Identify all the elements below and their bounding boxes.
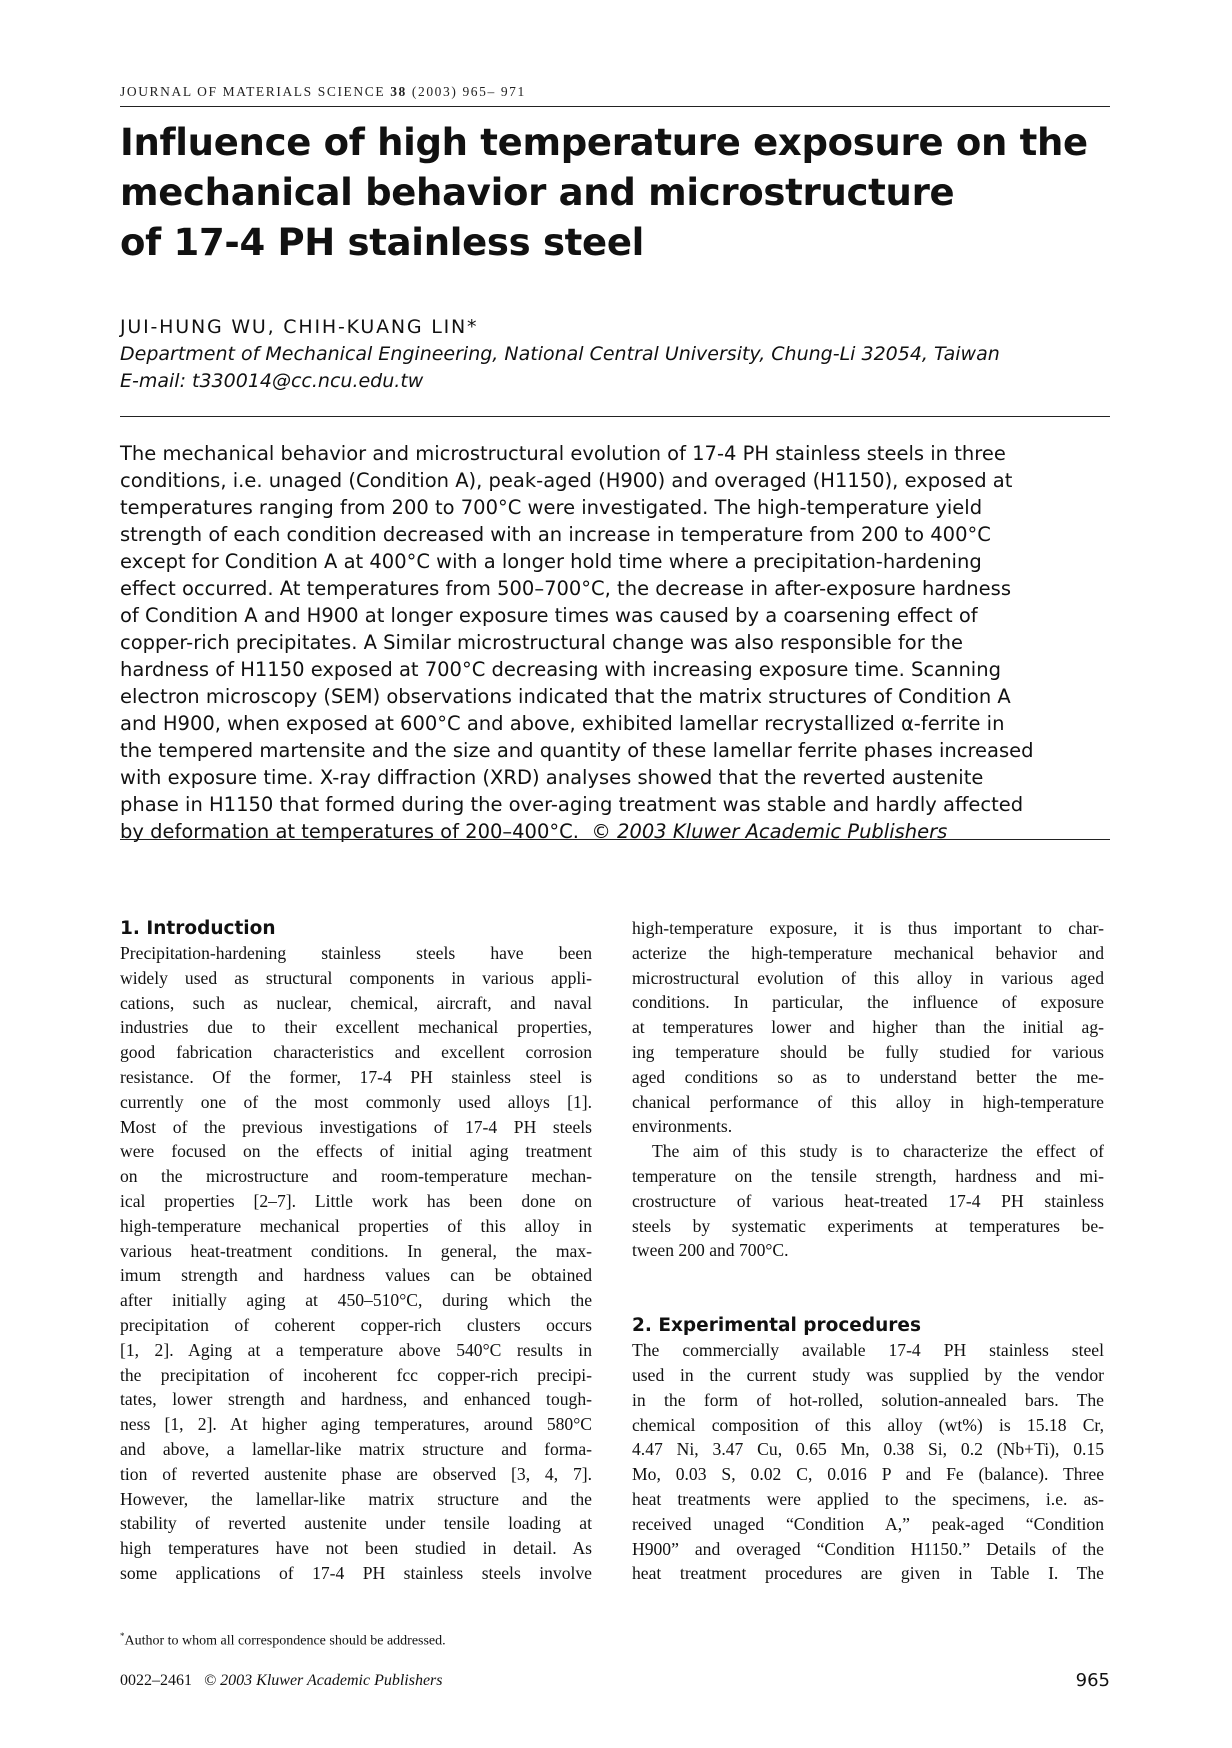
text-line: tates, lower strength and hardness, and enhanced tough-	[120, 1389, 592, 1410]
divider-top	[120, 416, 1110, 417]
text-line: chanical performance of this alloy in high-temperature	[632, 1091, 1104, 1112]
text-line: chemical composition of this alloy (wt%) is 15.18 Cr,	[632, 1414, 1104, 1435]
experimental-paragraph	[632, 1338, 1104, 1586]
footer-citation	[120, 1672, 443, 1690]
text-line: widely used as structural components in various appli-	[120, 967, 592, 988]
text-line: cations, such as nuclear, chemical, aircraft, and naval	[120, 992, 592, 1013]
text-line: heat treatment procedures are given in Table I. The	[632, 1563, 1104, 1584]
section-heading-introduction: 1. Introduction	[120, 918, 276, 939]
article-title	[120, 118, 1120, 268]
text-line: Precipitation-hardening stainless steels have been	[120, 943, 592, 963]
text-line: industries due to their excellent mechanical properties,	[120, 1017, 592, 1038]
text-line: environments.	[632, 1116, 733, 1137]
text-line: resistance. Of the former, 17-4 PH stainless steel is	[120, 1066, 592, 1087]
text-line: some applications of 17-4 PH stainless steels involve	[120, 1562, 592, 1583]
text-line: in the form of hot-rolled, solution-annealed bars. The	[632, 1389, 1104, 1410]
text-line: The aim of this study is to characterize the effect of	[652, 1141, 1104, 1162]
abstract-line: The mechanical behavior and microstructural evolution of 17-4 PH stainless steels in three	[120, 442, 1006, 465]
text-line: were focused on the effects of initial aging treatment	[120, 1141, 592, 1162]
abstract-line: with exposure time. X-ray diffraction (XRD) analyses showed that the reverted austenite	[120, 766, 984, 789]
text-line: heat treatments were applied to the specimens, i.e. as-	[632, 1488, 1104, 1509]
text-line: at temperatures lower and higher than the initial ag-	[632, 1017, 1104, 1038]
affiliation: Department of Mechanical Engineering, National Central University, Chung-Li 32054, Taiwan	[120, 343, 1000, 365]
affiliation-block	[120, 341, 1120, 395]
footnote-mark: *	[120, 1631, 125, 1641]
text-line: received unaged “Condition A,” peak-aged “Condition	[632, 1513, 1104, 1534]
text-line: ness [1, 2]. At higher aging temperatures, around 580°C	[120, 1414, 592, 1435]
text-line: aged conditions so as to understand better the me-	[632, 1066, 1104, 1087]
text-line: good fabrication characteristics and excellent corrosion	[120, 1042, 592, 1063]
abstract-line: hardness of H1150 exposed at 700°C decreasing with increasing exposure time. Scanning	[120, 658, 1001, 681]
section-heading-experimental: 2. Experimental procedures	[632, 1315, 921, 1337]
text-line: precipitation of coherent copper-rich clusters occurs	[120, 1314, 592, 1335]
abstract-line: of Condition A and H900 at longer exposure times was caused by a coarsening effect of	[120, 604, 978, 627]
text-line: imum strength and hardness values can be obtained	[120, 1265, 592, 1286]
section-gap	[632, 1263, 1104, 1313]
text-line: acterize the high-temperature mechanical behavior and	[632, 942, 1104, 963]
text-line: The commercially available 17-4 PH stainless steel	[632, 1340, 1104, 1361]
abstract	[120, 440, 1110, 845]
text-line: high temperatures have not been studied in detail. As	[120, 1538, 592, 1559]
abstract-line: conditions, i.e. unaged (Condition A), peak-aged (H900) and overaged (H1150), exposed at	[120, 469, 1013, 492]
text-line: [1, 2]. Aging at a temperature above 540°C results in	[120, 1339, 592, 1360]
text-line: after initially aging at 450–510°C, during which the	[120, 1290, 592, 1311]
title-line: mechanical behavior and microstructure	[120, 171, 955, 214]
email: E-mail: t330014@cc.ncu.edu.tw	[120, 370, 424, 392]
text-line: used in the current study was supplied by the vendor	[632, 1364, 1104, 1385]
text-line: tween 200 and 700°C.	[632, 1240, 789, 1261]
text-line: high-temperature exposure, it is thus important to char-	[632, 918, 1104, 938]
text-line: conditions. In particular, the influence of exposure	[632, 992, 1104, 1013]
abstract-line: and H900, when exposed at 600°C and above, exhibited lamellar recrystallized α-ferrite in	[120, 712, 1005, 735]
text-line: However, the lamellar-like matrix structure and the	[120, 1488, 592, 1509]
right-column	[632, 916, 1104, 1586]
introduction-continued	[632, 916, 1104, 1139]
abstract-line: copper-rich precipitates. A Similar microstructural change was also responsible for the	[120, 631, 963, 654]
introduction-paragraph	[120, 941, 592, 1586]
divider-bottom	[120, 839, 1110, 840]
text-line: the precipitation of incoherent fcc copper-rich precipi-	[120, 1364, 592, 1385]
text-line: crostructure of various heat-treated 17-4 PH stainless	[632, 1190, 1104, 1211]
left-column	[120, 916, 592, 1586]
abstract-line-last	[120, 818, 1110, 845]
abstract-line: effect occurred. At temperatures from 500–700°C, the decrease in after-exposure hardness	[120, 577, 1011, 600]
abstract-line: temperatures ranging from 200 to 700°C were investigated. The high-temperature yield	[120, 496, 983, 519]
text-line: ing temperature should be fully studied for various	[632, 1041, 1104, 1062]
text-line: various heat-treatment conditions. In general, the max-	[120, 1240, 592, 1261]
page-number: 965	[1075, 1670, 1110, 1691]
title-line: of 17-4 PH stainless steel	[120, 221, 645, 264]
text-line: temperature on the tensile strength, hardness and mi-	[632, 1165, 1104, 1186]
text-line: high-temperature mechanical properties of this alloy in	[120, 1215, 592, 1236]
abstract-line: electron microscopy (SEM) observations indicated that the matrix structures of Condition A	[120, 685, 1011, 708]
text-line: currently one of the most commonly used alloys [1].	[120, 1091, 592, 1112]
text-line: ical properties [2–7]. Little work has been done on	[120, 1190, 592, 1211]
abstract-line: strength of each condition decreased with an increase in temperature from 200 to 400°C	[120, 523, 991, 546]
running-head	[120, 84, 1110, 107]
journal-year-pages: (2003) 965– 971	[411, 84, 526, 99]
footnote-text: Author to whom all correspondence should be addressed.	[124, 1633, 446, 1649]
title-line: Influence of high temperature exposure on the	[120, 121, 1088, 164]
text-line: stability of reverted austenite under tensile loading at	[120, 1513, 592, 1534]
journal-volume: 38	[390, 84, 407, 99]
abstract-line: the tempered martensite and the size and quantity of these lamellar ferrite phases increased	[120, 739, 1034, 762]
footnote	[120, 1631, 446, 1650]
author-list: JUI-HUNG WU, CHIH-KUANG LIN*	[120, 316, 479, 338]
text-line: tion of reverted austenite phase are observed [3, 4, 7].	[120, 1463, 592, 1484]
aim-paragraph	[632, 1139, 1104, 1263]
text-line: and above, a lamellar-like matrix structure and forma-	[120, 1438, 592, 1459]
text-line: Most of the previous investigations of 17-4 PH steels	[120, 1116, 592, 1137]
text-line: steels by systematic experiments at temperatures be-	[632, 1215, 1104, 1236]
footer-copyright: © 2003 Kluwer Academic Publishers	[204, 1672, 443, 1689]
issn: 0022–2461	[120, 1672, 192, 1689]
text-line: H900” and overaged “Condition H1150.” Details of the	[632, 1538, 1104, 1559]
journal-name: JOURNAL OF MATERIALS SCIENCE	[120, 84, 386, 99]
abstract-publisher: © 2003 Kluwer Academic Publishers	[591, 820, 948, 843]
text-line: microstructural evolution of this alloy in various aged	[632, 967, 1104, 988]
abstract-line-text: by deformation at temperatures of 200–400°C.	[120, 820, 579, 843]
text-line: 4.47 Ni, 3.47 Cu, 0.65 Mn, 0.38 Si, 0.2 (Nb+Ti), 0.15	[632, 1439, 1104, 1460]
text-line: Mo, 0.03 S, 0.02 C, 0.016 P and Fe (balance). Three	[632, 1464, 1104, 1485]
abstract-line: except for Condition A at 400°C with a longer hold time where a precipitation-hardening	[120, 550, 982, 573]
text-line: on the microstructure and room-temperature mechan-	[120, 1166, 592, 1187]
abstract-line: phase in H1150 that formed during the over-aging treatment was stable and hardly affected	[120, 793, 1024, 816]
